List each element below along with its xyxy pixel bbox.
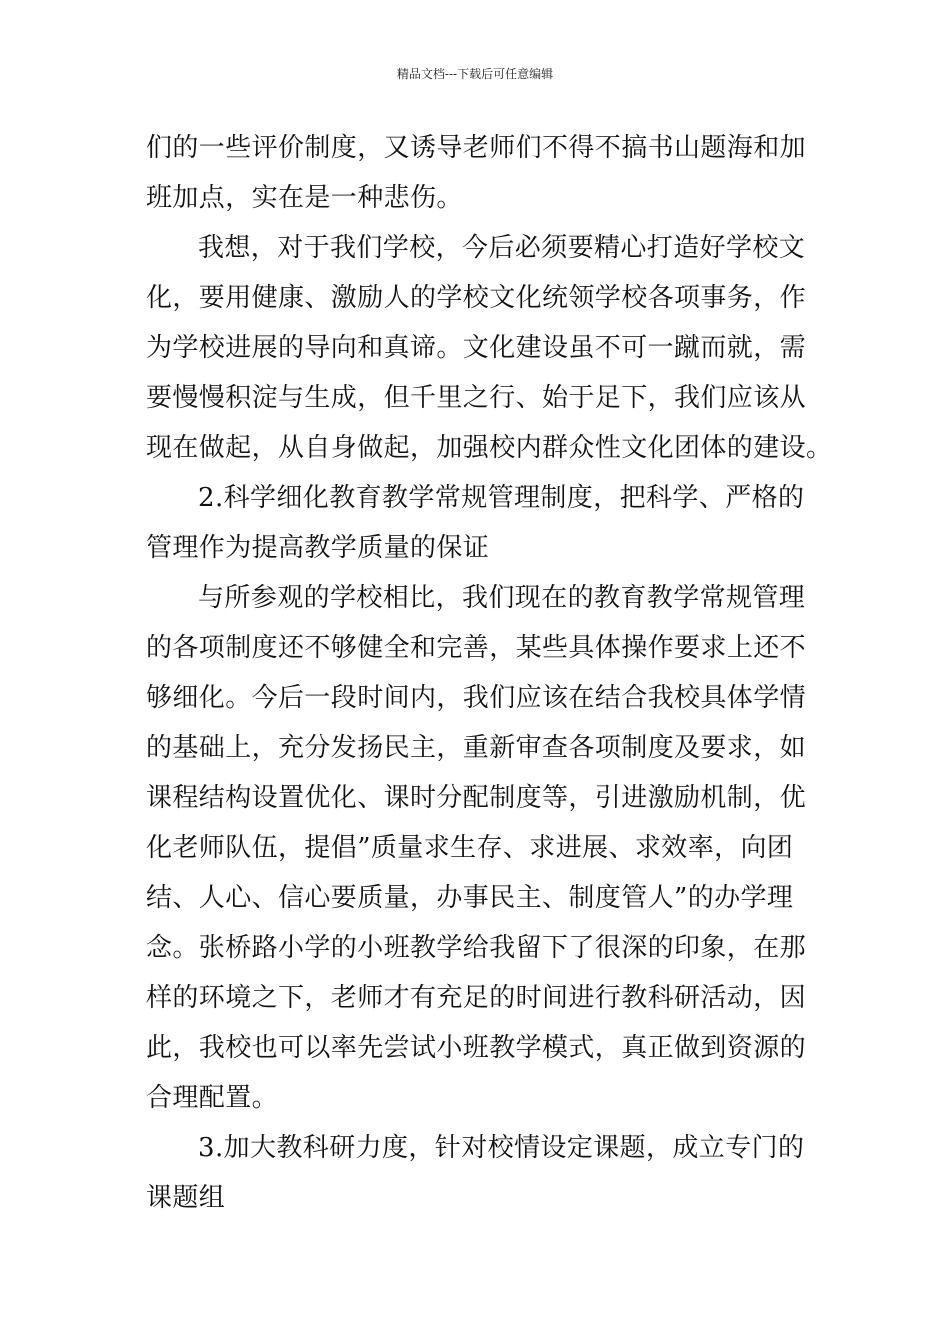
text-line: 念。张桥路小学的小班教学给我留下了很深的印象，在那	[146, 933, 807, 963]
text-line: 2.科学细化教育教学常规管理制度，把科学、严格的	[198, 483, 805, 513]
text-line: 们的一些评价制度，又诱导老师们不得不搞书山题海和加	[146, 133, 807, 163]
text-line: 的各项制度还不够健全和完善，某些具体操作要求上还不	[146, 633, 807, 663]
text-line: 3.加大教科研力度，针对校情设定课题，成立专门的	[198, 1133, 805, 1163]
text-line: 我想，对于我们学校，今后必须要精心打造好学校文	[198, 233, 806, 263]
text-line: 够细化。今后一段时间内，我们应该在结合我校具体学情	[146, 683, 807, 713]
text-line: 化老师队伍，提倡”质量求生存、求进展、求效率，向团	[146, 833, 794, 863]
text-line: 合理配置。	[146, 1083, 279, 1113]
text-line: 为学校进展的导向和真谛。文化建设虽不可一蹴而就，需	[146, 333, 807, 363]
text-line: 要慢慢积淀与生成，但千里之行、始于足下，我们应该从	[146, 383, 807, 413]
text-line: 课题组	[146, 1183, 226, 1213]
document-body	[146, 123, 833, 1223]
text-line: 班加点，实在是一种悲伤。	[146, 183, 463, 213]
text-line: 课程结构设置优化、课时分配制度等，引进激励机制，优	[146, 783, 807, 813]
page-header: 精品文档---下载后可任意编辑	[396, 67, 554, 81]
text-line: 化，要用健康、激励人的学校文化统领学校各项事务，作	[146, 283, 807, 313]
text-line: 此，我校也可以率先尝试小班教学模式，真正做到资源的	[146, 1033, 807, 1063]
text-line: 结、人心、信心要质量，办事民主、制度管人”的办学理	[146, 883, 794, 913]
text-line: 与所参观的学校相比，我们现在的教育教学常规管理	[198, 583, 806, 613]
text-line: 现在做起，从自身做起，加强校内群众性文化团体的建设。	[146, 433, 833, 463]
text-line: 管理作为提高教学质量的保证	[146, 533, 490, 563]
text-line: 的基础上，充分发扬民主，重新审查各项制度及要求，如	[146, 733, 807, 763]
text-line: 样的环境之下，老师才有充足的时间进行教科研活动，因	[146, 983, 807, 1013]
